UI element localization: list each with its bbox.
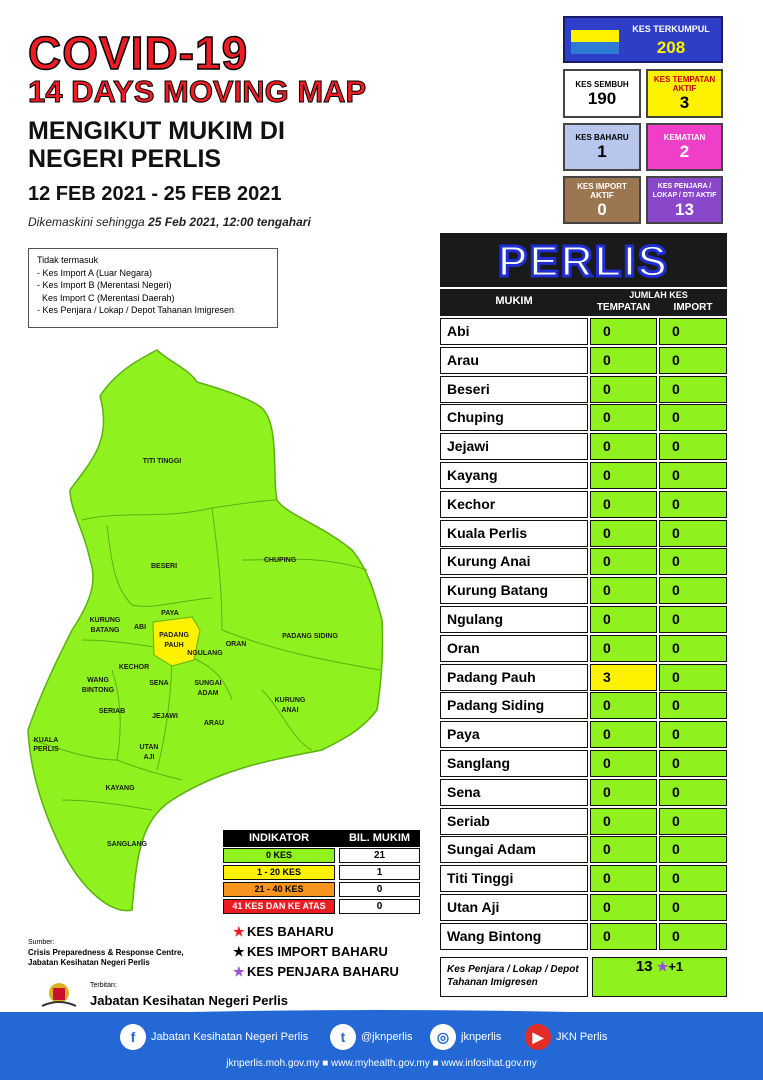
marker-label: KES IMPORT BAHARU — [247, 944, 388, 959]
map-label: PAYA — [161, 610, 179, 617]
map-label: KURUNG — [274, 697, 306, 704]
mukim-name: Kurung Anai — [440, 548, 588, 575]
map-label: PAUH — [164, 642, 184, 649]
indicator-header — [223, 830, 420, 847]
subtitle-line2: NEGERI PERLIS — [28, 145, 222, 173]
stat-kematian: KEMATIAN 2 — [646, 123, 723, 171]
penjara-new: +1 — [668, 959, 684, 974]
import-cell: 0 — [659, 376, 727, 403]
table-row — [440, 923, 727, 950]
perlis-state-shape — [28, 350, 383, 911]
table-row — [440, 433, 727, 460]
tempatan-cell: 0 — [590, 462, 657, 489]
tempatan-cell: 0 — [590, 491, 657, 518]
mukim-name: Kechor — [440, 491, 588, 518]
publisher-label: Terbitan: — [90, 982, 117, 989]
import-cell: 0 — [659, 433, 727, 460]
stat-kes-import-aktif: KES IMPORT AKTIF 0 — [563, 176, 641, 224]
map-label: PERLIS — [33, 746, 59, 753]
import-cell: 0 — [659, 491, 727, 518]
star-red-icon: ★ — [233, 924, 245, 939]
table-row — [440, 318, 727, 345]
map-label: AJI — [143, 754, 155, 761]
indicator-label: 1 - 20 KES — [223, 865, 335, 880]
tempatan-cell: 0 — [590, 318, 657, 345]
table-row — [440, 808, 727, 835]
flag-icon — [571, 30, 619, 54]
mukim-name: Paya — [440, 721, 588, 748]
table-header — [440, 289, 727, 316]
import-cell: 0 — [659, 635, 727, 662]
table-row — [440, 462, 727, 489]
map-label: SERIAB — [98, 708, 126, 715]
col-jumlah-kes: JUMLAH KES — [629, 290, 688, 300]
facebook-icon[interactable]: f — [120, 1024, 146, 1050]
note-line: - Kes Import A (Luar Negara) — [37, 267, 153, 278]
mukim-name: Titi Tinggi — [440, 865, 588, 892]
tempatan-cell: 0 — [590, 577, 657, 604]
import-cell: 0 — [659, 923, 727, 950]
map-label: BESERI — [150, 563, 178, 570]
table-row — [440, 404, 727, 431]
indicator-row — [223, 848, 420, 863]
table-row — [440, 721, 727, 748]
table-row — [440, 491, 727, 518]
map-label: SENA — [149, 680, 169, 687]
import-cell: 0 — [659, 836, 727, 863]
title-covid: COVID-19 — [28, 27, 249, 79]
import-cell: 0 — [659, 865, 727, 892]
table-row — [440, 520, 727, 547]
table-row — [440, 894, 727, 921]
col-import: IMPORT — [673, 302, 713, 313]
exclusion-notes — [28, 248, 278, 328]
map-label: KECHOR — [118, 664, 150, 671]
subtitle-line1: MENGIKUT MUKIM DI — [28, 117, 285, 145]
star-purple-icon: ★ — [233, 964, 245, 979]
map-label: ARAU — [203, 720, 225, 727]
mukim-name: Chuping — [440, 404, 588, 431]
map-label: WANG — [87, 677, 109, 684]
import-cell: 0 — [659, 894, 727, 921]
col-tempatan: TEMPATAN — [596, 302, 651, 313]
stat-kes-sembuh: KES SEMBUH 190 — [563, 69, 641, 118]
indicator-col1: INDIKATOR — [248, 832, 310, 844]
note-line: - Kes Penjara / Lokap / Depot Tahanan Imigresen — [37, 305, 234, 315]
mukim-name: Sena — [440, 779, 588, 806]
mukim-name: Beseri — [440, 376, 588, 403]
instagram-icon[interactable]: ◎ — [430, 1024, 456, 1050]
map-label: ANAI — [281, 707, 299, 714]
source-text: Jabatan Kesihatan Negeri Perlis — [28, 958, 150, 967]
tempatan-cell: 0 — [590, 721, 657, 748]
map-label: JEJAWI — [152, 713, 178, 720]
mukim-name: Wang Bintong — [440, 923, 588, 950]
mukim-name: Oran — [440, 635, 588, 662]
mukim-name: Abi — [440, 318, 588, 345]
mukim-name: Kuala Perlis — [440, 520, 588, 547]
map-label: ADAM — [197, 690, 219, 697]
mukim-name: Jejawi — [440, 433, 588, 460]
tempatan-cell: 0 — [590, 520, 657, 547]
indicator-label: 21 - 40 KES — [223, 882, 335, 897]
tempatan-cell: 0 — [590, 548, 657, 575]
facebook-link[interactable]: Jabatan Kesihatan Negeri Perlis — [151, 1031, 309, 1043]
import-cell: 0 — [659, 808, 727, 835]
marker-kes-penjara-baharu — [233, 964, 399, 980]
table-row — [440, 577, 727, 604]
marker-kes-import-baharu — [233, 944, 388, 960]
mukim-name: Sungai Adam — [440, 836, 588, 863]
tempatan-cell: 0 — [590, 779, 657, 806]
map-label: BINTONG — [81, 687, 115, 694]
penjara-value: 13 — [635, 958, 653, 975]
title-moving-map: 14 DAYS MOVING MAP — [28, 74, 367, 109]
source-text: Crisis Preparedness & Response Centre, — [28, 948, 184, 957]
table-row — [440, 692, 727, 719]
stat-kes-tempatan-aktif: KES TEMPATAN AKTIF 3 — [646, 69, 723, 118]
mukim-name: Utan Aji — [440, 894, 588, 921]
table-title: PERLIS — [440, 233, 727, 287]
stat-kes-terkumpul: KES TERKUMPUL 208 — [563, 16, 723, 63]
tempatan-cell: 0 — [590, 606, 657, 633]
tempatan-cell: 0 — [590, 808, 657, 835]
tempatan-cell: 0 — [590, 894, 657, 921]
tempatan-cell: 0 — [590, 692, 657, 719]
penjara-label: Kes Penjara / Lokap / Depot Tahanan Imigresen — [440, 957, 588, 997]
map-label: KURUNG — [89, 617, 121, 624]
map-label: KAYANG — [105, 785, 135, 792]
indicator-value: 0 — [339, 899, 420, 914]
twitter-link[interactable]: @jknperlis — [361, 1031, 413, 1043]
star-black-icon: ★ — [233, 944, 245, 959]
mukim-name: Ngulang — [440, 606, 588, 633]
table-row — [440, 836, 727, 863]
map-label: TITI TINGGI — [142, 458, 182, 465]
indicator-value: 1 — [339, 865, 420, 880]
penjara-value-cell — [592, 957, 727, 997]
tempatan-cell: 0 — [590, 750, 657, 777]
footer-wave — [0, 1006, 763, 1018]
instagram-link[interactable]: jknperlis — [461, 1031, 502, 1043]
mukim-name: Arau — [440, 347, 588, 374]
map-label: BATANG — [90, 627, 120, 634]
update-note: Dikemaskini sehingga 25 Feb 2021, 12:00 tengahari — [28, 215, 311, 229]
tempatan-cell: 0 — [590, 433, 657, 460]
twitter-icon[interactable]: t — [330, 1024, 356, 1050]
note-line: - Kes Import B (Merentasi Negeri) — [37, 280, 172, 290]
table-row — [440, 865, 727, 892]
indicator-value: 0 — [339, 882, 420, 897]
tempatan-cell: 3 — [590, 664, 657, 691]
map-label: SANGLANG — [106, 841, 148, 848]
import-cell: 0 — [659, 520, 727, 547]
import-cell: 0 — [659, 548, 727, 575]
map-label: UTAN — [139, 744, 159, 751]
import-cell: 0 — [659, 606, 727, 633]
map-label: SUNGAI — [194, 680, 222, 687]
table-row — [440, 376, 727, 403]
map-label: CHUPING — [263, 557, 297, 564]
import-cell: 0 — [659, 750, 727, 777]
source-label: Sumber: — [28, 939, 55, 946]
table-row — [440, 750, 727, 777]
table-row — [440, 635, 727, 662]
marker-kes-baharu — [233, 924, 334, 940]
indicator-label: 0 KES — [223, 848, 335, 863]
tempatan-cell: 0 — [590, 836, 657, 863]
marker-label: KES PENJARA BAHARU — [247, 964, 399, 979]
youtube-link[interactable]: JKN Perlis — [556, 1031, 608, 1043]
star-icon: ★ — [656, 959, 669, 974]
table-row — [440, 779, 727, 806]
marker-label: KES BAHARU — [247, 924, 334, 939]
tempatan-cell: 0 — [590, 404, 657, 431]
table-row — [440, 606, 727, 633]
table-row — [440, 664, 727, 691]
table-row — [440, 548, 727, 575]
stat-kes-baharu: KES BAHARU 1 — [563, 123, 641, 171]
mukim-name: Sanglang — [440, 750, 588, 777]
tempatan-cell: 0 — [590, 865, 657, 892]
import-cell: 0 — [659, 347, 727, 374]
import-cell: 0 — [659, 318, 727, 345]
indicator-value: 21 — [339, 848, 420, 863]
map-label: KUALA — [33, 737, 59, 744]
indicator-row — [223, 899, 420, 914]
tempatan-cell: 0 — [590, 635, 657, 662]
map-label: ORAN — [225, 641, 247, 648]
import-cell: 0 — [659, 404, 727, 431]
mukim-name: Kayang — [440, 462, 588, 489]
import-cell: 0 — [659, 462, 727, 489]
map-label: PADANG SIDING — [282, 633, 338, 640]
map-label: PADANG — [159, 632, 189, 639]
map-label: ABI — [133, 624, 147, 631]
date-range: 12 FEB 2021 - 25 FEB 2021 — [28, 183, 282, 205]
indicator-col2: BIL. MUKIM — [348, 832, 411, 844]
footer-bar — [0, 1012, 763, 1080]
import-cell: 0 — [659, 721, 727, 748]
youtube-icon[interactable]: ▶ — [525, 1024, 551, 1050]
footer-links[interactable]: jknperlis.moh.gov.my ■ www.myhealth.gov.my ■ www.infosihat.gov.my — [226, 1058, 537, 1069]
tempatan-cell: 0 — [590, 376, 657, 403]
publisher-text: Jabatan Kesihatan Negeri Perlis — [90, 993, 288, 1008]
penjara-row — [440, 957, 727, 997]
import-cell: 0 — [659, 664, 727, 691]
mukim-name: Padang Pauh — [440, 664, 588, 691]
source-block — [28, 938, 184, 968]
tempatan-cell: 0 — [590, 347, 657, 374]
mukim-name: Padang Siding — [440, 692, 588, 719]
indicator-row — [223, 882, 420, 897]
import-cell: 0 — [659, 779, 727, 806]
indicator-row — [223, 865, 420, 880]
import-cell: 0 — [659, 577, 727, 604]
col-mukim: MUKIM — [495, 295, 533, 307]
mukim-name: Seriab — [440, 808, 588, 835]
note-line: Kes Import C (Merentasi Daerah) — [37, 292, 175, 303]
import-cell: 0 — [659, 692, 727, 719]
table-row — [440, 347, 727, 374]
indicator-label: 41 KES DAN KE ATAS — [223, 899, 335, 914]
note-line: Tidak termasuk — [37, 255, 99, 265]
map-label: NGULANG — [187, 650, 223, 657]
stat-kes-penjara: KES PENJARA / LOKAP / DTI AKTIF 13 — [646, 176, 723, 224]
tempatan-cell: 0 — [590, 923, 657, 950]
mukim-name: Kurung Batang — [440, 577, 588, 604]
